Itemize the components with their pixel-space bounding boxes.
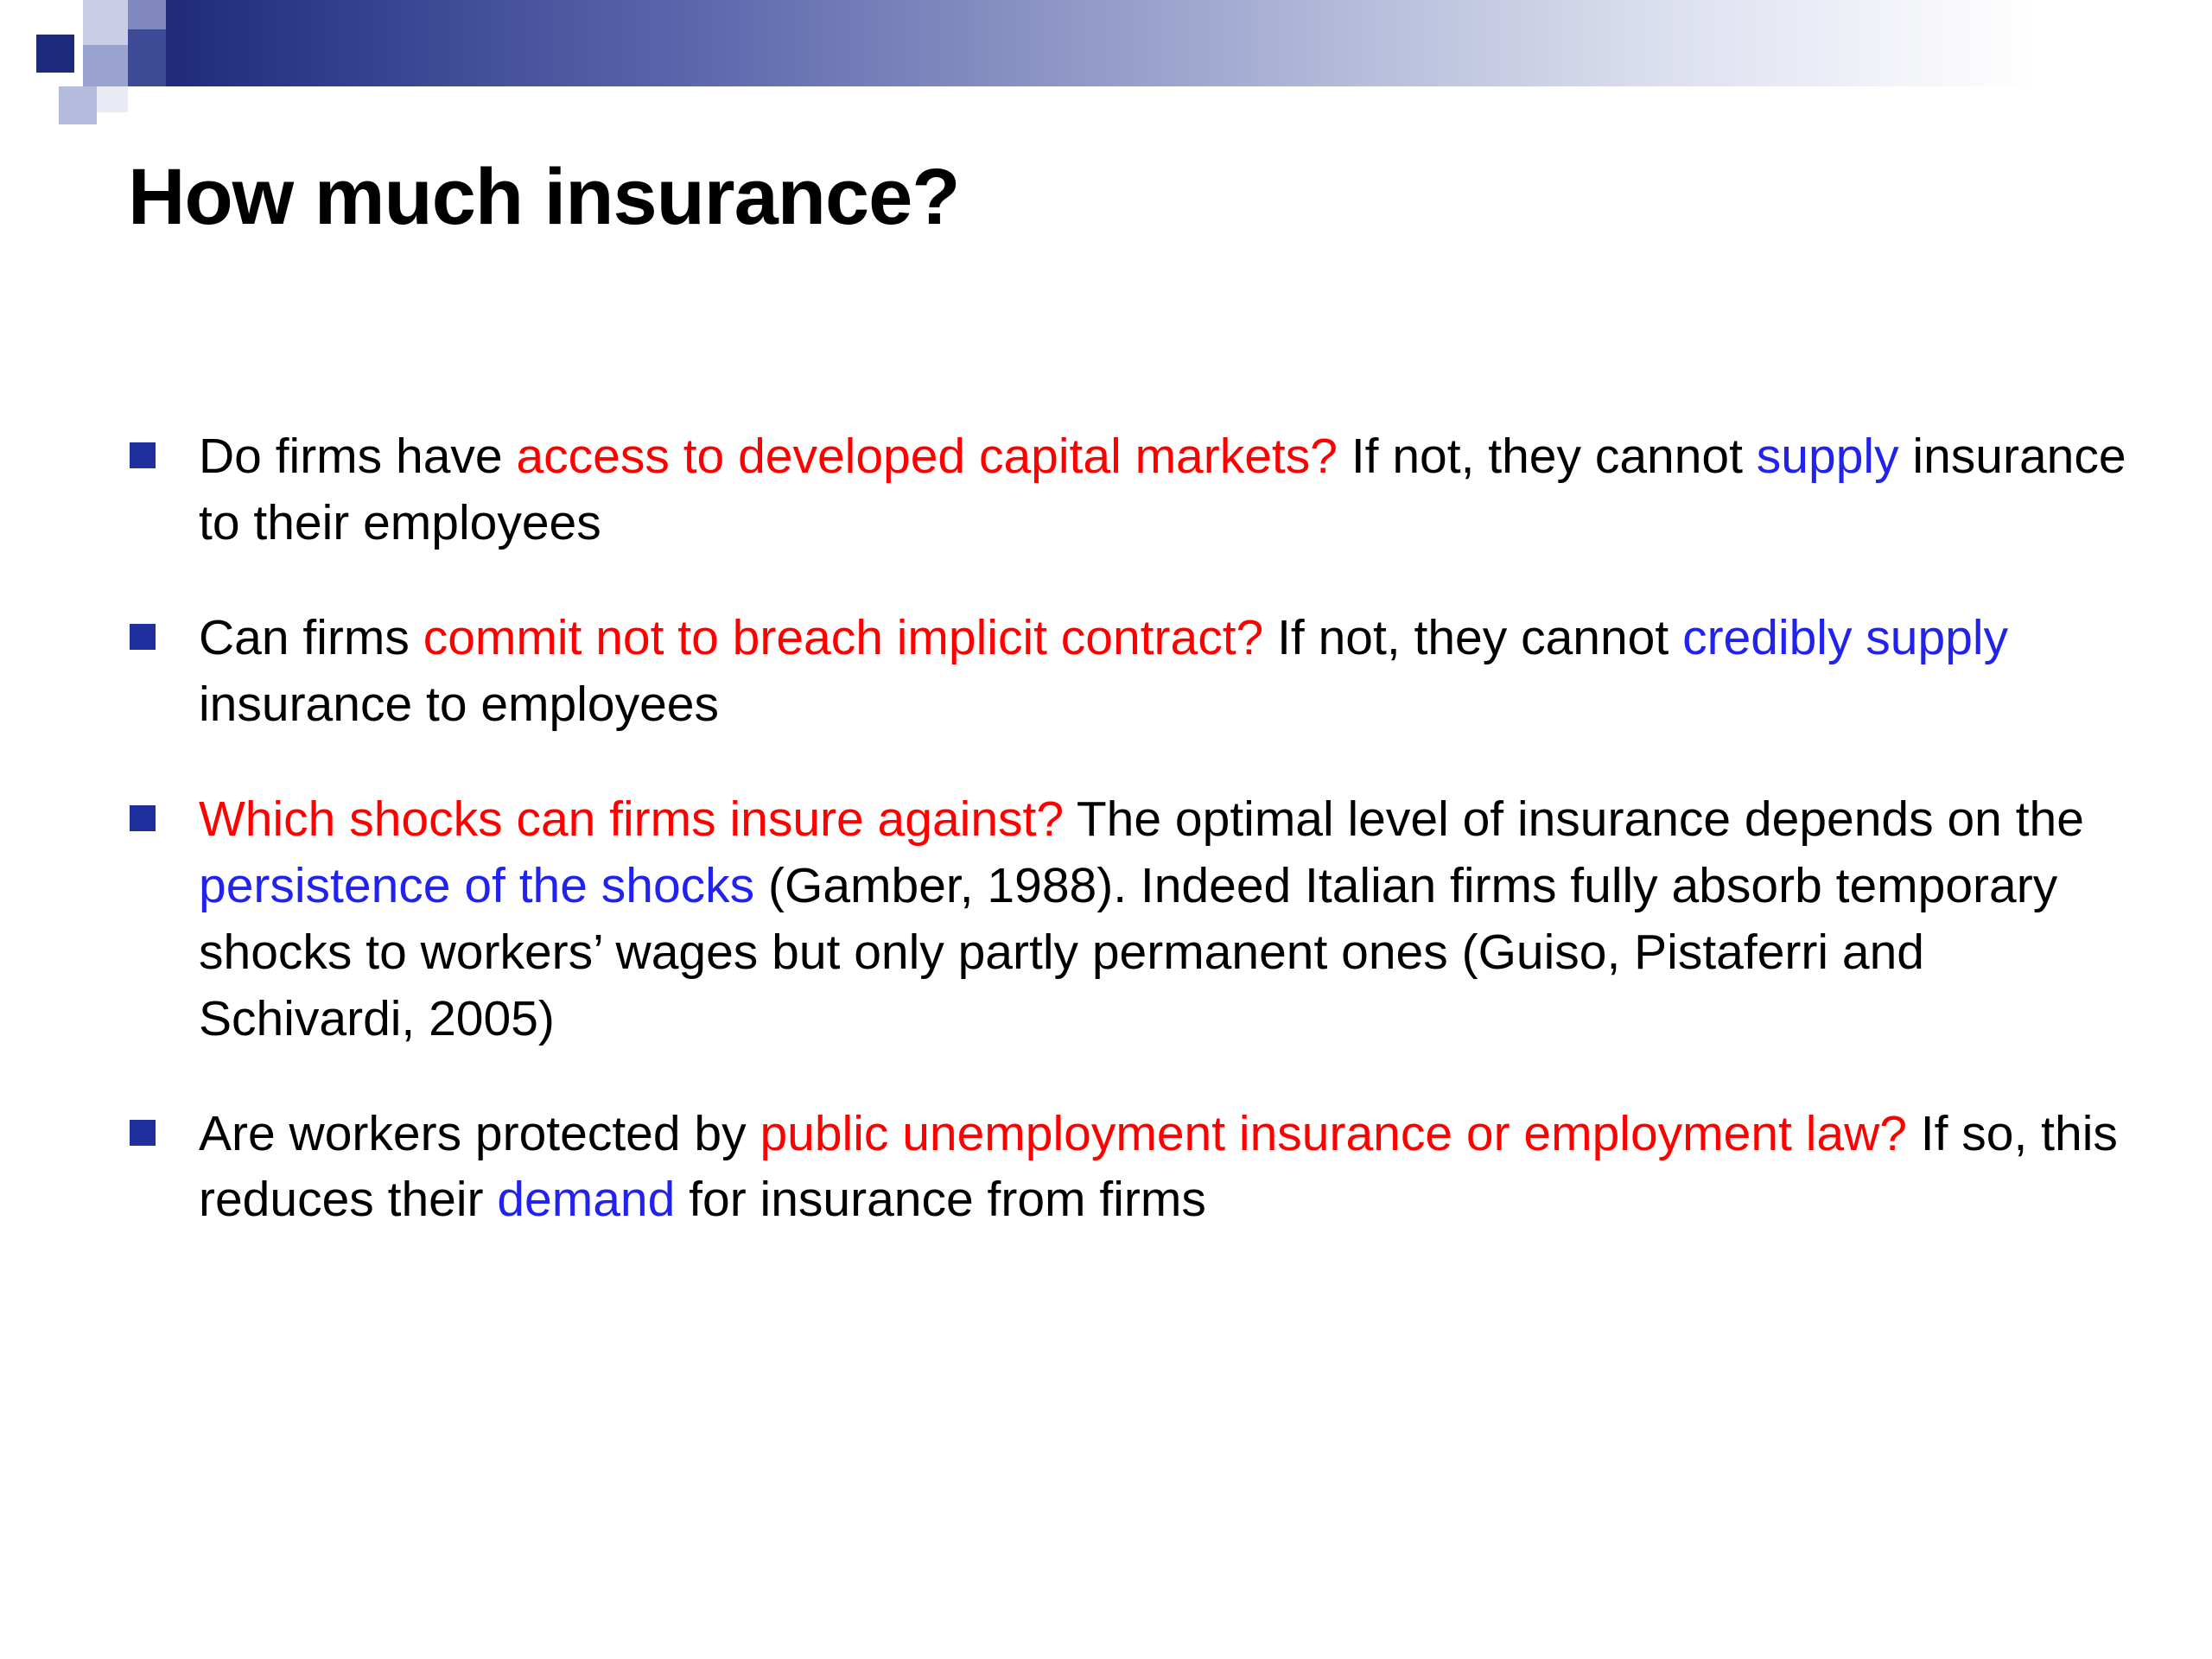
text-run: (Gamber, 1988). Indeed Italian firms fully absorb temporary shocks to workers’ wages but only partly permanent ones (Guiso, Pistaferri and Schivardi, 2005) — [199, 857, 2058, 1046]
text-run: credibly supply — [1682, 609, 2009, 665]
mosaic-square-mid — [83, 45, 128, 86]
text-run: The optimal level of insurance depends on the — [1064, 791, 2084, 847]
text-run: persistence of the shocks — [199, 857, 755, 913]
text-run: insurance to their employees — [199, 429, 2126, 550]
text-run: supply — [1756, 429, 1899, 484]
bullet-text — [199, 786, 2134, 1052]
text-run: public unemployment insurance or employment law? — [760, 1105, 1907, 1161]
text-run: Do firms have — [199, 429, 517, 484]
square-bullet-icon — [130, 805, 156, 831]
bullet-text — [199, 423, 2134, 556]
text-run: If not, they cannot — [1337, 429, 1757, 484]
list-item — [130, 786, 2134, 1052]
bullet-text — [199, 605, 2134, 738]
square-bullet-icon — [130, 1120, 156, 1146]
text-run: demand — [497, 1172, 676, 1228]
square-bullet-icon — [130, 624, 156, 650]
mosaic-square-below-right — [97, 86, 128, 112]
text-run: If not, they cannot — [1263, 609, 1683, 665]
page-title: How much insurance? — [128, 153, 960, 241]
text-run: commit not to breach implicit contract? — [423, 609, 1264, 665]
text-run: If so, this reduces their — [199, 1105, 2118, 1228]
text-run: for insurance from firms — [675, 1172, 1206, 1228]
mosaic-square-top — [128, 0, 166, 29]
bullet-list — [130, 423, 2134, 1281]
square-bullet-icon — [130, 442, 156, 468]
text-run: Are workers protected by — [199, 1105, 760, 1161]
text-run: Which shocks can firms insure against? — [199, 791, 1065, 847]
text-run: Can firms — [199, 609, 423, 665]
list-item — [130, 423, 2134, 556]
bullet-text — [199, 1101, 2134, 1234]
mosaic-square-light — [83, 0, 128, 45]
decorative-header-band — [0, 0, 2074, 130]
list-item — [130, 605, 2134, 738]
gradient-bar — [164, 0, 2039, 86]
text-run: access to developed capital markets? — [516, 429, 1338, 484]
mosaic-square-below-left — [59, 86, 97, 124]
mosaic-square-dark — [36, 35, 74, 73]
text-run: insurance to employees — [199, 676, 720, 732]
list-item — [130, 1101, 2134, 1234]
